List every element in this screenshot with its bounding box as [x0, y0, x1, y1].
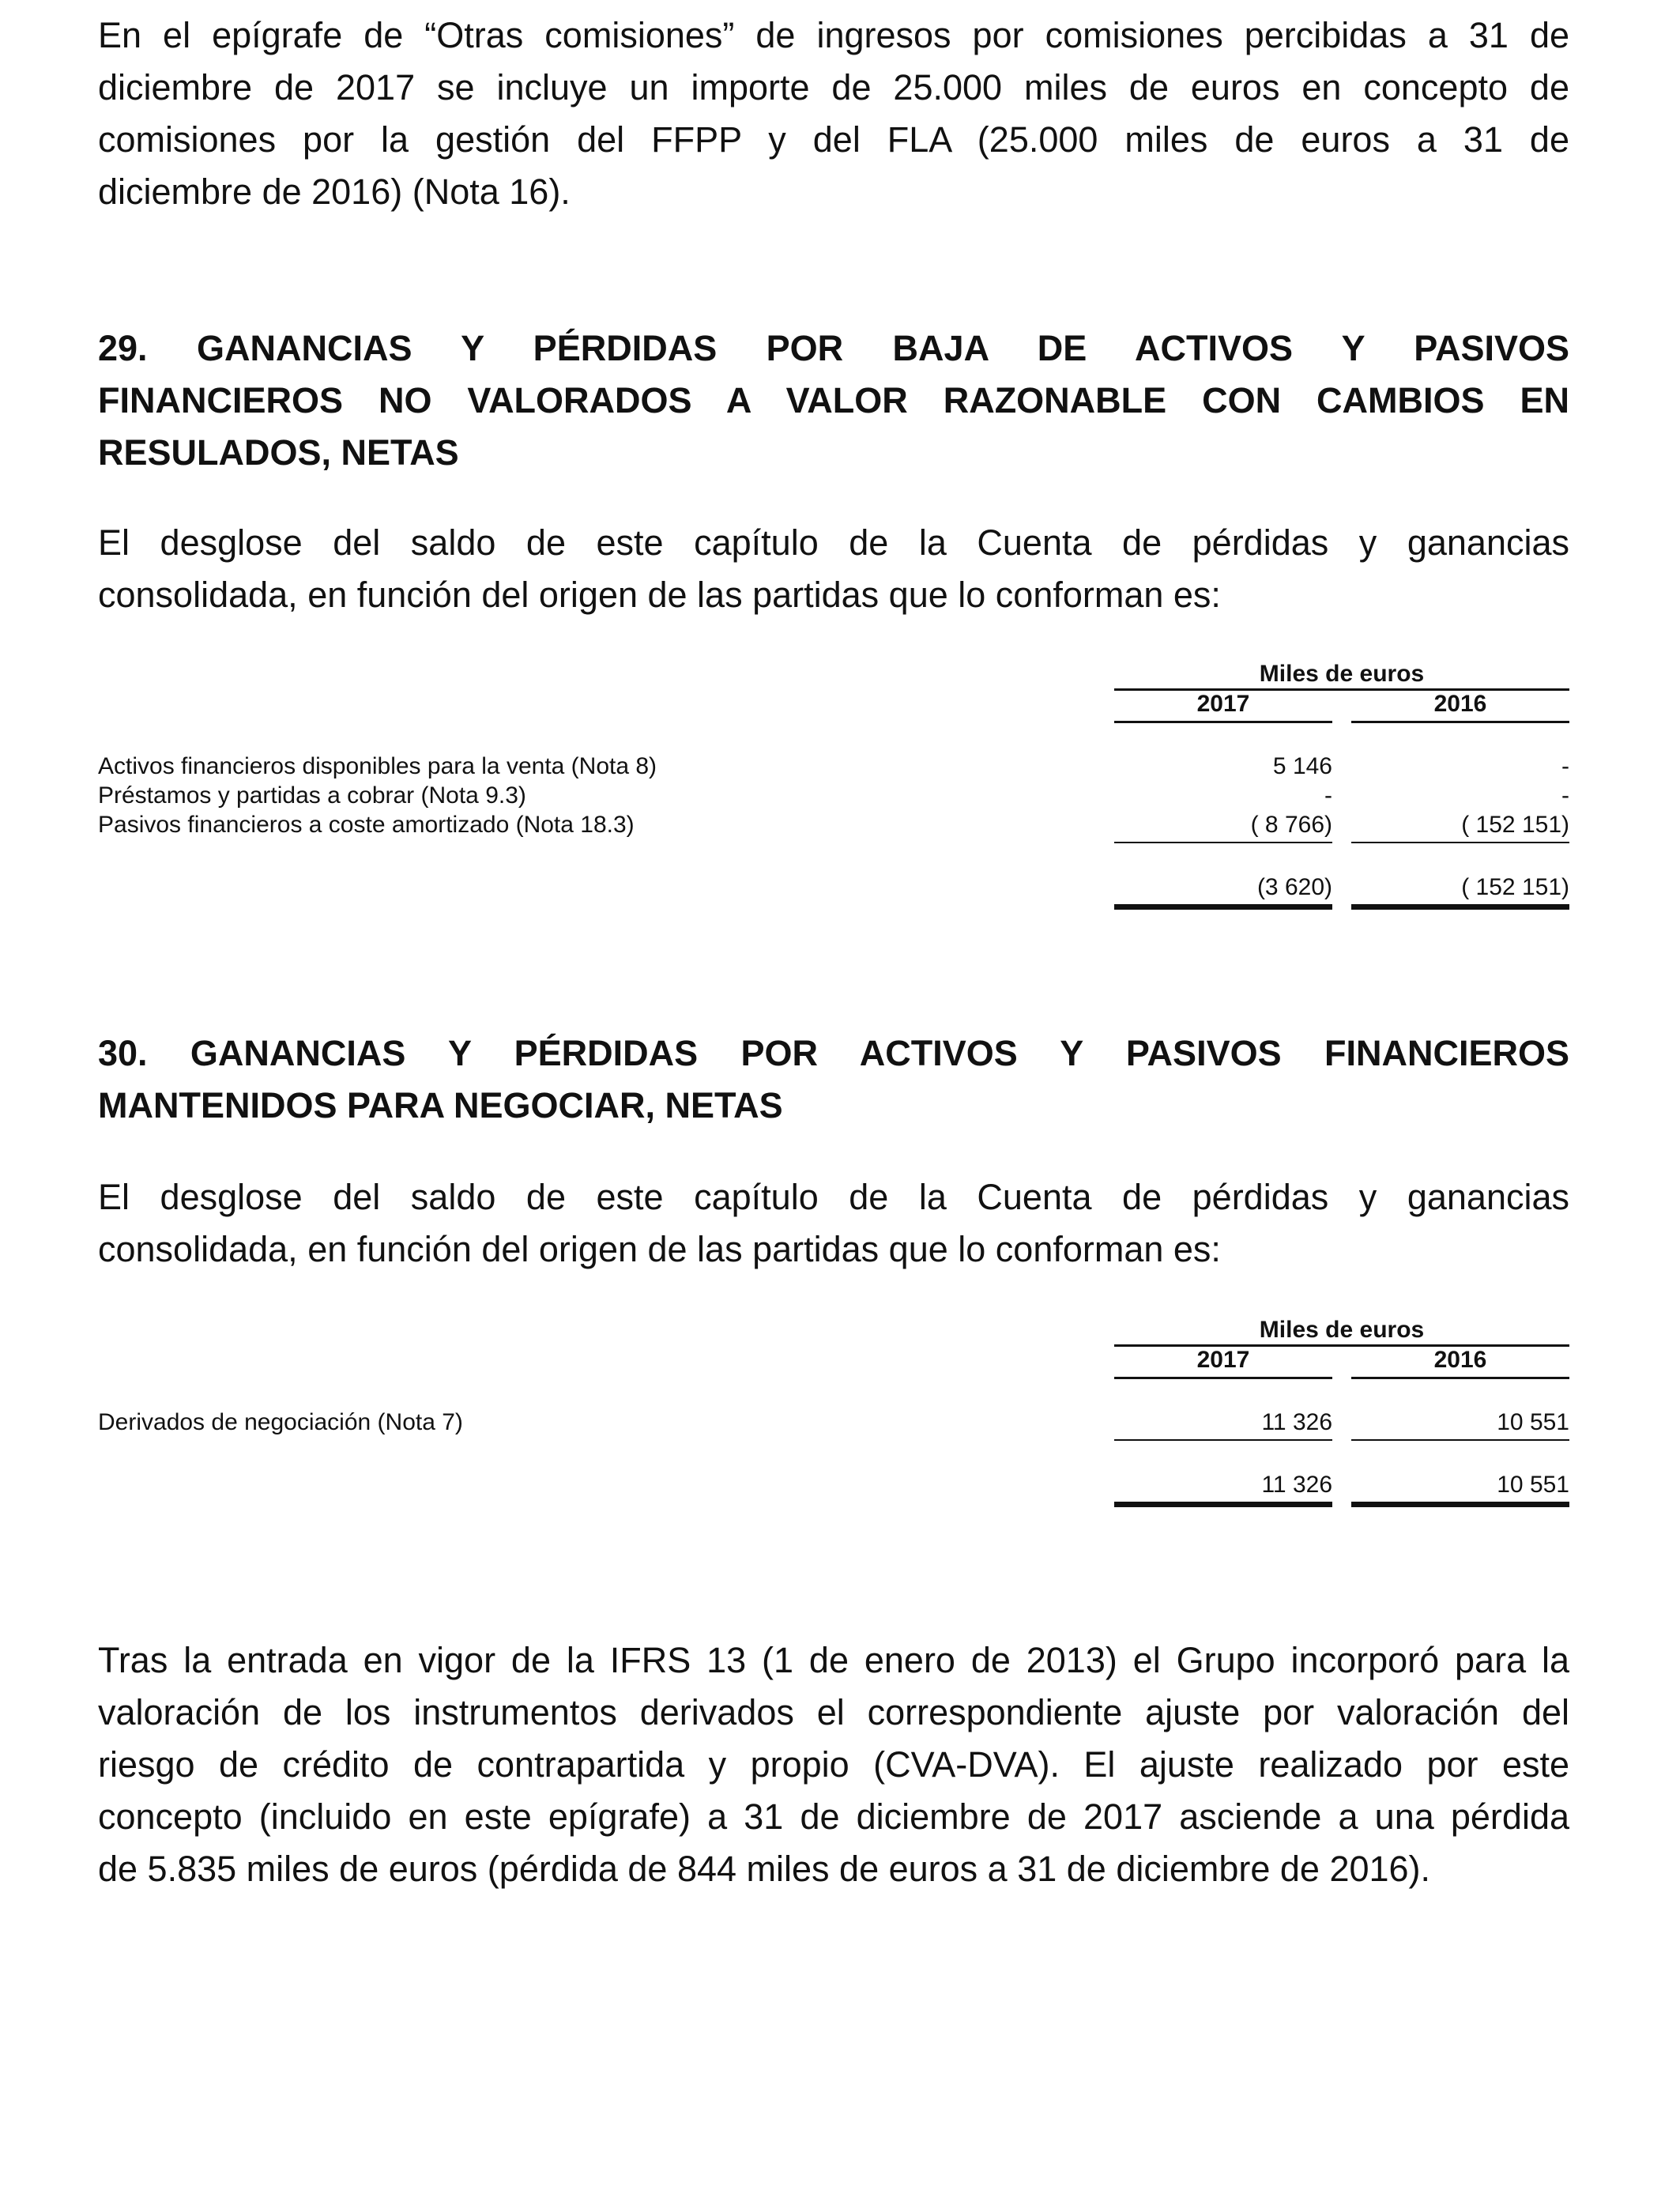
table-cell-2016: 10 551: [1497, 1409, 1569, 1435]
body-line: consolidada, en función del origen de las partidas que lo conforman es:: [98, 1229, 1221, 1269]
body-line: consolidada, en función del origen de las partidas que lo conforman es:: [98, 575, 1221, 615]
heading-line: FINANCIEROS NO VALORADOS A VALOR RAZONABLE CON CAMBIOS EN: [98, 380, 1569, 420]
table-total-2016: 10 551: [1497, 1472, 1569, 1498]
column-rule: [1351, 1377, 1569, 1379]
intro-line: diciembre de 2016) (Nota 16).: [98, 172, 571, 212]
closing-paragraph: [98, 1634, 1569, 1895]
total-rule: [1351, 1502, 1569, 1507]
table-row-label: Pasivos financieros a coste amortizado (Nota 18.3): [98, 812, 635, 838]
table-cell-2017: 5 146: [1272, 753, 1332, 779]
intro-line: diciembre de 2017 se incluye un importe de 25.000 miles de euros en concepto de: [98, 67, 1569, 107]
table-cell-2017: 11 326: [1261, 1409, 1332, 1435]
closing-line: concepto (incluido en este epígrafe) a 31 de diciembre de 2017 asciende a una pérdida: [98, 1796, 1569, 1837]
table-total-2016: ( 152 151): [1461, 874, 1569, 900]
subtotal-rule: [1114, 842, 1332, 843]
column-header-2017: 2017: [1196, 691, 1250, 717]
body-line: El desglose del saldo de este capítulo de la Cuenta de pérdidas y ganancias: [98, 1177, 1569, 1217]
heading-line: 30. GANANCIAS Y PÉRDIDAS POR ACTIVOS Y PASIVOS FINANCIEROS: [98, 1033, 1569, 1073]
table-total-2017: 11 326: [1261, 1472, 1332, 1498]
column-rule: [1114, 1377, 1332, 1379]
section-29-heading: [98, 322, 1569, 479]
subtotal-rule: [1351, 1439, 1569, 1441]
intro-line: comisiones por la gestión del FFPP y del FLA (25.000 miles de euros a 31 de: [98, 119, 1569, 160]
section-30-heading: [98, 1027, 1569, 1132]
body-line: El desglose del saldo de este capítulo de la Cuenta de pérdidas y ganancias: [98, 522, 1569, 563]
heading-line: 29. GANANCIAS Y PÉRDIDAS POR BAJA DE ACTIVOS Y PASIVOS: [98, 328, 1569, 368]
table-cell-2016: ( 152 151): [1461, 812, 1569, 838]
closing-line: de 5.835 miles de euros (pérdida de 844 miles de euros a 31 de diciembre de 2016).: [98, 1849, 1431, 1889]
intro-paragraph: [98, 9, 1569, 218]
heading-line: RESULADOS, NETAS: [98, 432, 459, 473]
table-cell-2016: -: [1561, 753, 1569, 779]
closing-line: valoración de los instrumentos derivados el correspondiente ajuste por valoración del: [98, 1692, 1569, 1732]
intro-line: En el epígrafe de “Otras comisiones” de ingresos por comisiones percibidas a 31 de: [98, 15, 1569, 55]
closing-line: Tras la entrada en vigor de la IFRS 13 (1 de enero de 2013) el Grupo incorporó para la: [98, 1640, 1569, 1680]
table-group-header: Miles de euros: [1259, 661, 1425, 687]
table-cell-2017: ( 8 766): [1250, 812, 1332, 838]
table-total-2017: (3 620): [1256, 874, 1332, 900]
table-row-label: Activos financieros disponibles para la venta (Nota 8): [98, 753, 657, 779]
heading-line: MANTENIDOS PARA NEGOCIAR, NETAS: [98, 1085, 783, 1125]
table-row-label: Préstamos y partidas a cobrar (Nota 9.3): [98, 782, 526, 809]
column-rule: [1114, 721, 1332, 723]
column-header-2016: 2016: [1433, 1347, 1487, 1373]
table-cell-2016: -: [1561, 782, 1569, 809]
column-header-2016: 2016: [1433, 691, 1487, 717]
table-cell-2017: -: [1324, 782, 1332, 809]
table-row-label: Derivados de negociación (Nota 7): [98, 1409, 463, 1435]
column-header-2017: 2017: [1196, 1347, 1250, 1373]
table-group-header: Miles de euros: [1259, 1317, 1425, 1343]
section-29-paragraph: [98, 517, 1569, 621]
total-rule: [1114, 904, 1332, 910]
section-30-paragraph: [98, 1171, 1569, 1276]
total-rule: [1351, 904, 1569, 910]
closing-line: riesgo de crédito de contrapartida y propio (CVA-DVA). El ajuste realizado por este: [98, 1744, 1569, 1785]
total-rule: [1114, 1502, 1332, 1507]
subtotal-rule: [1114, 1439, 1332, 1441]
column-rule: [1351, 721, 1569, 723]
subtotal-rule: [1351, 842, 1569, 843]
